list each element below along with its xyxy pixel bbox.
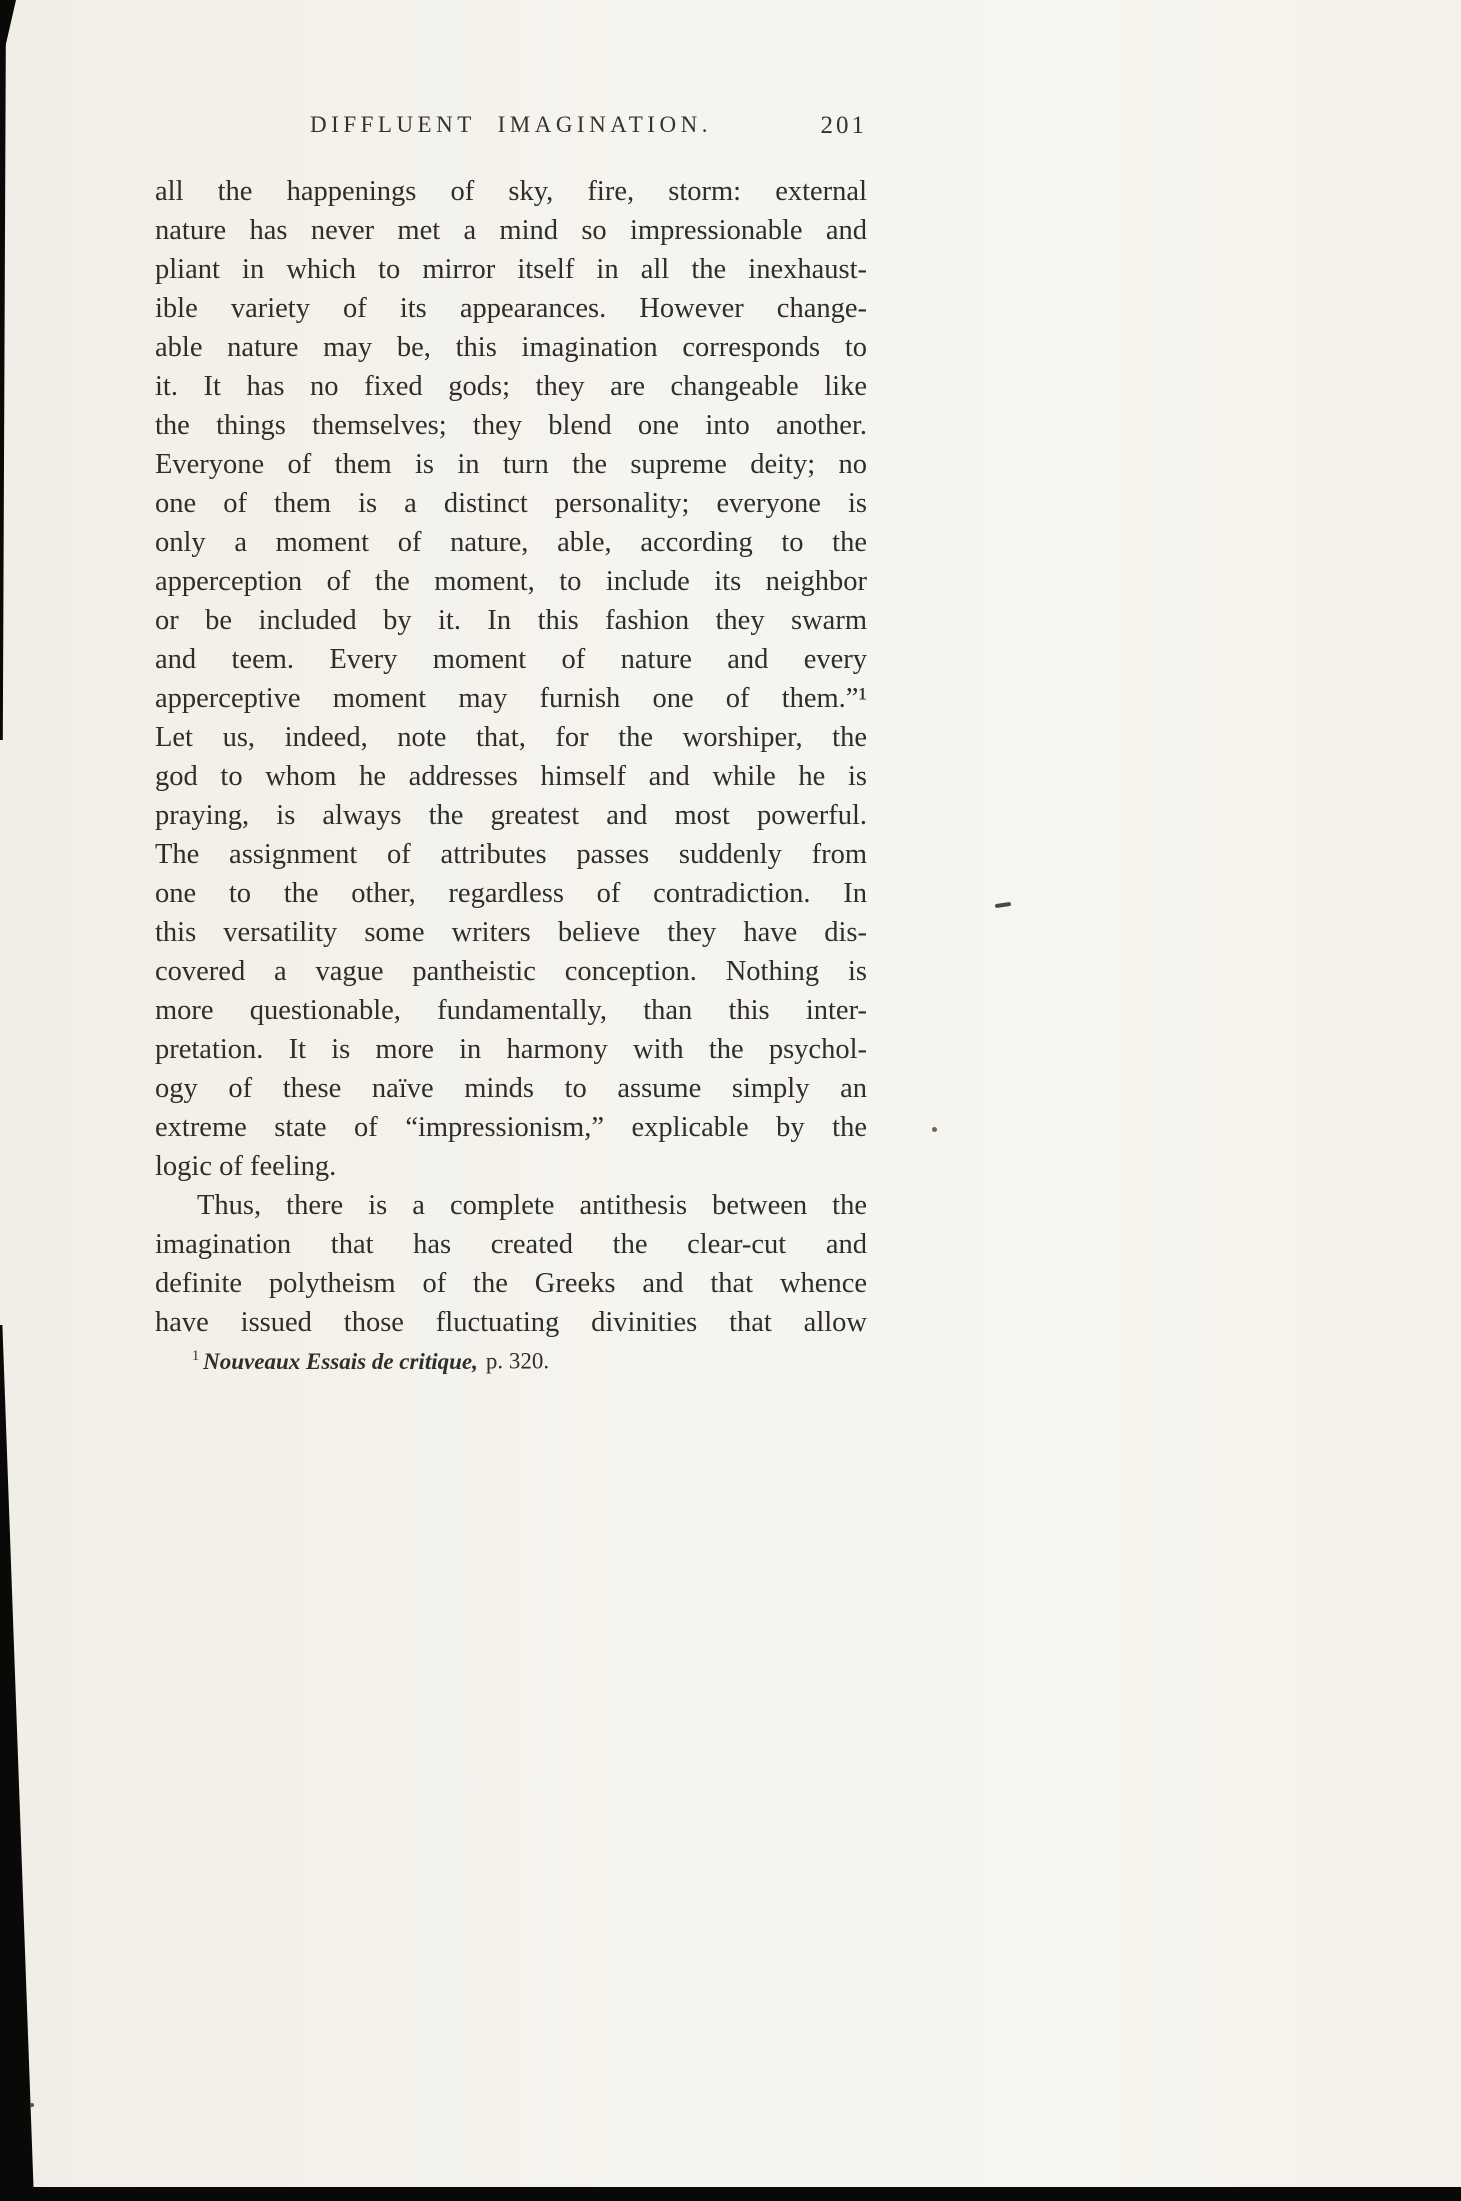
scan-artifact-bottom-bar bbox=[0, 2187, 1461, 2201]
scan-speck-dot-2 bbox=[30, 2103, 34, 2107]
text-line: imagination that has created the clear-cut and bbox=[155, 1229, 867, 1260]
text-line: extreme state of “impressionism,” explicable by the bbox=[155, 1112, 867, 1143]
text-line: apperceptive moment may furnish one of them.”¹ bbox=[155, 683, 867, 714]
page-number: 201 bbox=[820, 112, 867, 139]
text-line: nature has never met a mind so impressionable and bbox=[155, 215, 867, 246]
text-line: all the happenings of sky, fire, storm: external bbox=[155, 176, 867, 207]
text-line: ible variety of its appearances. However change- bbox=[155, 293, 867, 324]
paragraph-2 bbox=[155, 1186, 867, 1342]
footnote-marker: 1 bbox=[192, 1348, 200, 1364]
text-line: the things themselves; they blend one into another. bbox=[155, 410, 867, 441]
footnote-title: Nouveaux Essais de critique, bbox=[203, 1348, 478, 1374]
text-line: god to whom he addresses himself and while he is bbox=[155, 761, 867, 792]
text-line: covered a vague pantheistic conception. Nothing is bbox=[155, 956, 867, 987]
text-line: have issued those fluctuating divinities that allow bbox=[155, 1307, 867, 1338]
text-line: praying, is always the greatest and most powerful. bbox=[155, 800, 867, 831]
text-line: more questionable, fundamentally, than this inter- bbox=[155, 995, 867, 1026]
scan-artifact-left-bottom-wedge bbox=[0, 1325, 34, 2201]
text-line: apperception of the moment, to include its neighbor bbox=[155, 566, 867, 597]
text-line: it. It has no fixed gods; they are changeable like bbox=[155, 371, 867, 402]
text-line: definite polytheism of the Greeks and that whence bbox=[155, 1268, 867, 1299]
text-line: Everyone of them is in turn the supreme deity; no bbox=[155, 449, 867, 480]
text-line: pliant in which to mirror itself in all the inexhaust- bbox=[155, 254, 867, 285]
text-line: one to the other, regardless of contradiction. In bbox=[155, 878, 867, 909]
text-line: and teem. Every moment of nature and every bbox=[155, 644, 867, 675]
text-line: pretation. It is more in harmony with the psychol- bbox=[155, 1034, 867, 1065]
scan-artifact-left-edge bbox=[0, 0, 10, 740]
text-line: or be included by it. In this fashion they swarm bbox=[155, 605, 867, 636]
text-line: able nature may be, this imagination corresponds to bbox=[155, 332, 867, 363]
running-title: DIFFLUENT IMAGINATION. bbox=[310, 112, 712, 137]
text-line: The assignment of attributes passes suddenly from bbox=[155, 839, 867, 870]
text-line: only a moment of nature, able, according to the bbox=[155, 527, 867, 558]
text-line: logic of feeling. bbox=[155, 1151, 337, 1182]
footnote bbox=[192, 1348, 852, 1375]
text-line: one of them is a distinct personality; everyone is bbox=[155, 488, 867, 519]
scan-speck-dash bbox=[995, 902, 1011, 908]
footnote-rest: p. 320. bbox=[485, 1348, 550, 1374]
text-line: this versatility some writers believe they have dis- bbox=[155, 917, 867, 948]
body-text bbox=[155, 172, 867, 1342]
paragraph-1 bbox=[155, 172, 867, 1186]
scan-speck-dot bbox=[932, 1127, 937, 1132]
page-header bbox=[155, 112, 867, 148]
text-line: Thus, there is a complete antithesis between the bbox=[197, 1190, 867, 1221]
text-line: ogy of these naïve minds to assume simply an bbox=[155, 1073, 867, 1104]
text-line: Let us, indeed, note that, for the worshiper, the bbox=[155, 722, 867, 753]
